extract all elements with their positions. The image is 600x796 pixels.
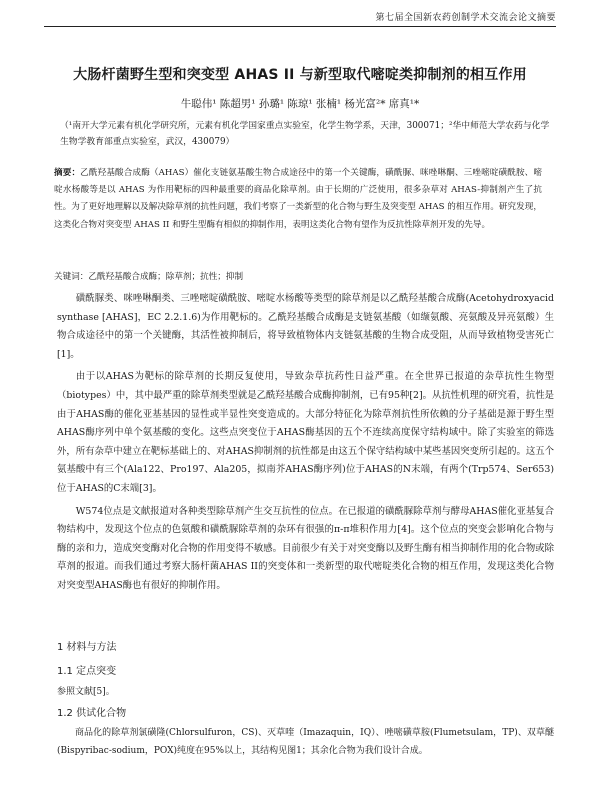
abstract-text: 乙酰羟基酸合成酶（AHAS）催化支链氨基酸生物合成途径中的第一个关键酶，磺酰脲、咪唑啉酮、三唑嘧啶磺酰胺、嘧啶水杨酸等是以 AHAS 为作用靶标的四种最重要的商品化除草剂。由于长期的广泛使用，很多杂草对 AHAS-抑制剂产生了抗性。为了更好地理解以及解决除草剂的抗性问题，我们考察了一类新型的化合物与野生及突变型 AHAS 的相互作用。研究发现，这类化合物对突变型 AHAS II 和野生型酶有相似的抑制作用，表明这类化合物有望作为反抗性除草剂开发的先导。 <box>54 168 542 230</box>
keywords <box>54 270 542 282</box>
keywords-text: 乙酰羟基酸合成酶；除草剂；抗性；抑制 <box>88 272 244 282</box>
section-heading: 1 材料与方法 <box>57 642 117 653</box>
paragraph: 由于以AHAS为靶标的除草剂的长期反复使用，导致杂草抗药性日益严重。在全世界已报道的杂草抗性生物型（biotypes）中，其中最严重的除草剂类型就是乙酰羟基酸合成酶抑制剂，已有95种[2]。从抗性机理的研究看，抗性是由于AHAS酶的催化亚基基因的显性或半显性突变造成的。大部分特征化为除草剂抗性所依赖的分子基础是源于野生型AHAS酶序列中单个氨基酸的变化。这些点突变位于AHAS酶基因的五个不连续高度保守结构域中。除了实验室的筛选外，所有杂草中建立在靶标基础上的、对AHAS抑制剂的抗性都是由这五个保守结构域中某些基因突变所引起的。这五个氨基酸中有三个(Ala122、Pro197、Ala205，拟南芥AHAS酶序列)位于AHAS的N末端，有两个(Trp574、Ser653)位于AHAS的C末端[3]。 <box>57 371 554 494</box>
subsection-heading: 1.1 定点突变 <box>57 666 117 677</box>
keywords-label: 关键词： <box>54 272 89 282</box>
abstract <box>54 165 542 234</box>
reference-line: 参照文献[5]。 <box>57 687 115 697</box>
running-head: 第七届全国新农药创制学术交流会论文摘要 <box>44 10 556 27</box>
paragraph: 磺酰脲类、咪唑啉酮类、三唑嘧啶磺酰胺、嘧啶水杨酸等类型的除草剂是以乙酰羟基酸合成酶(Acetohydroxyacid synthase [AHAS]，EC 2.2.1.6)为作用靶标的。乙酰羟基酸合成酶是支链氨基酸（如缬氨酸、亮氨酸及异亮氨酸）生物合成途径中的第一个关键酶，其活性被抑制后，将导致植物体内支链氨基酸的生物合成受阻，从而导致植物受害死亡[1]。 <box>57 293 554 360</box>
paragraph: W574位点是文献报道对各种类型除草剂产生交互抗性的位点。在已报道的磺酰脲除草剂与酵母AHAS催化亚基复合物结构中，发现这个位点的色氨酸和磺酰脲除草剂的杂环有很强的π-π堆积作用力[4]。这个位点的突变会影响化合物与酶的亲和力，造成突变酶对化合物的作用变得不敏感。目前很少有关于对突变酶以及野生酶有相当抑制作用的化合物或除草剂的报道。而我们通过考察大肠杆菌AHAS II的突变体和一类新型的取代嘧啶类化合物的相互作用，发现这类化合物对突变型AHAS酶也有很好的抑制作用。 <box>57 505 554 591</box>
author-list: 牛聪伟¹ 陈超男¹ 孙璐¹ 陈琼¹ 张楠¹ 杨光富²* 席真¹* <box>180 98 420 110</box>
affiliation: （¹南开大学元素有机化学研究所，元素有机化学国家重点实验室，化学生物学系，天津，300071；²华中师范大学农药与化学生物学教育部重点实验室，武汉，430079） <box>60 121 550 147</box>
paper-title: 大肠杆菌野生型和突变型 AHAS II 与新型取代嘧啶类抑制剂的相互作用 <box>73 67 527 83</box>
subsection-heading: 1.2 供试化合物 <box>57 708 127 719</box>
body-text <box>57 290 554 600</box>
abstract-label: 摘要： <box>54 168 81 178</box>
paragraph: 商品化的除草剂氯磺隆(Chlorsulfuron，CS)、灭草喹（Imazaquin，IQ）、唑嘧磺草胺(Flumetsulam，TP)、双草醚(Bispyribac-sodium，POX)纯度在95%以上，其结构见图1；其余化合物为我们设计合成。 <box>57 728 554 756</box>
